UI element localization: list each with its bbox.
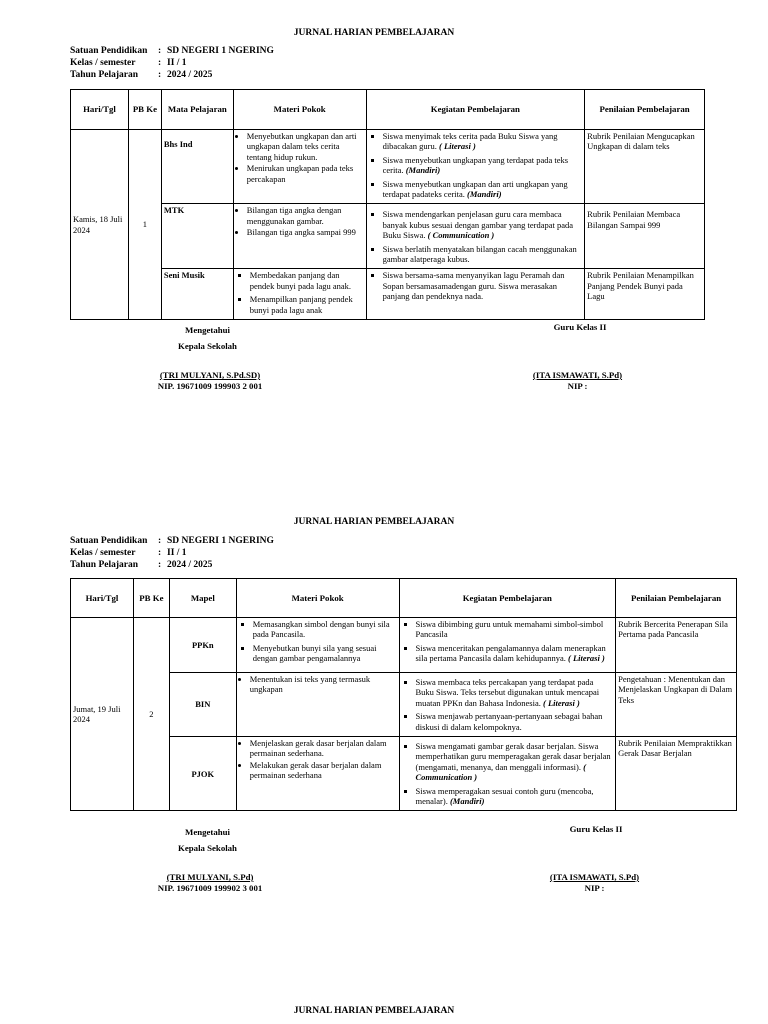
- signature-teacher-name-2: (ITA ISMAWATI, S.Pd) NIP :: [549, 872, 640, 893]
- label-tahun: Tahun Pelajaran: [70, 560, 139, 570]
- signature-headmaster-2: Mengetahui Kepala Sekolah: [178, 827, 237, 853]
- value-kelas: II / 1: [167, 548, 187, 558]
- penilaian-cell: Pengetahuan : Menentukan dan Menjelaskan Ungkapan di Dalam Teks: [616, 673, 737, 737]
- list-item: ▪ Siswa mendengarkan penjelasan guru cara membaca banyak kubus sesuai dengan gambar yang terdapat pada Buku Siswa. ( Communication ): [383, 209, 583, 240]
- kegiatan-cell: [366, 269, 585, 320]
- list-item: • Menyebutkan ungkapan dan arti ungkapan dalam teks cerita tentang hidup rukun.: [247, 131, 364, 162]
- list-item: • Bilangan tiga angka sampai 999: [247, 227, 364, 237]
- header-pb: PB Ke: [128, 90, 161, 130]
- kegiatan-cell: [399, 737, 616, 811]
- header-kegiatan: Kegiatan Pembelajaran: [399, 579, 616, 618]
- subject-cell: MTK: [161, 204, 233, 269]
- penilaian-cell: Rubrik Penilaian Menampilkan Panjang Pendek Bunyi pada Lagu: [585, 269, 705, 320]
- header-mapel: Mata Pelajaran: [161, 90, 233, 130]
- header-mapel: Mapel: [169, 579, 236, 618]
- subject-cell: PJOK: [169, 737, 236, 811]
- table-row: [71, 130, 705, 204]
- list-item: ▪ Siswa menyimak teks cerita pada Buku Siswa yang dibacakan guru. ( Literasi ): [383, 131, 583, 152]
- list-item: ▪ Siswa mengamati gambar gerak dasar berjalan. Siswa memperhatikan guru memperagakan gerak dasar berjalan (mengamati, menanya, dan menggali informasi). ( Communication ): [416, 741, 614, 783]
- header-pb: PB Ke: [133, 579, 169, 618]
- journal-table-1: [70, 89, 705, 320]
- list-item: ▪ Siswa menjawab pertanyaan-pertanyaan sebagai bahan diskusi di dalam kelompoknya.: [416, 711, 614, 732]
- materi-cell: [233, 269, 366, 320]
- kegiatan-cell: [399, 618, 616, 673]
- label-tahun: Tahun Pelajaran: [70, 70, 139, 80]
- header-materi: Materi Pokok: [233, 90, 366, 130]
- table-row: [71, 618, 737, 673]
- header-penilaian: Penilaian Pembelajaran: [585, 90, 705, 130]
- day-cell: Kamis, 18 Juli 2024: [71, 130, 129, 320]
- subject-cell: BIN: [169, 673, 236, 737]
- header-kegiatan: Kegiatan Pembelajaran: [366, 90, 585, 130]
- signature-headmaster-name-2: (TRI MULYANI, S.Pd) NIP. 19671009 199902 3 001: [157, 872, 263, 893]
- journal-table-2: [70, 578, 737, 811]
- table-header-row: [71, 90, 705, 130]
- list-item: ▪ Membedakan panjang dan pendek bunyi pada lagu anak.: [250, 270, 364, 291]
- list-item: ▪ Siswa menyebutkan ungkapan yang terdapat pada teks cerita. (Mandiri): [383, 155, 583, 176]
- label-kelas: Kelas / semester: [70, 548, 136, 558]
- list-item: ▪ Siswa berlatih menyatakan bilangan cacah menggunakan gambar alatperaga kubus.: [383, 244, 583, 265]
- materi-cell: [236, 618, 399, 673]
- list-item: ▪ Siswa menceritakan pengalamannya dalam menerapkan sila pertama Pancasila dalam kehidupannya. ( Literasi ): [416, 643, 614, 664]
- value-tahun: 2024 / 2025: [167, 560, 213, 570]
- table-row: [71, 204, 705, 269]
- pb-cell: 1: [128, 130, 161, 320]
- list-item: • Menirukan ungkapan pada teks percakapan: [247, 163, 364, 184]
- table-row: [71, 269, 705, 320]
- subject-cell: PPKn: [169, 618, 236, 673]
- list-item: • Bilangan tiga angka dengan menggunakan gambar.: [247, 205, 364, 226]
- header-hari: Hari/Tgl: [71, 579, 134, 618]
- signature-headmaster-name-1: (TRI MULYANI, S.Pd.SD) NIP. 19671009 199903 2 001: [157, 370, 263, 391]
- penilaian-cell: Rubrik Bercerita Penerapan Sila Pertama pada Pancasila: [616, 618, 737, 673]
- table-header-row: [71, 579, 737, 618]
- list-item: ▪ Menampilkan panjang pendek bunyi pada lagu anak: [250, 294, 364, 315]
- list-item: ▪ Siswa menyebutkan ungkapan dan arti ungkapan yang terdapat padateks cerita. (Mandiri): [383, 179, 583, 200]
- identity-block: Satuan Pendidikan : SD NEGERI 1 NGERING Kelas / semester : II / 1 Tahun Pelajaran : 2024 / 2025: [70, 46, 274, 80]
- value-satuan: SD NEGERI 1 NGERING: [167, 46, 274, 56]
- materi-cell: [236, 673, 399, 737]
- journal-title: JURNAL HARIAN PEMBELAJARAN: [293, 1006, 455, 1016]
- signature-teacher-name-1: (ITA ISMAWATI, S.Pd) NIP :: [532, 370, 623, 391]
- materi-cell: [233, 130, 366, 204]
- value-kelas: II / 1: [167, 58, 187, 68]
- header-hari: Hari/Tgl: [71, 90, 129, 130]
- header-penilaian: Penilaian Pembelajaran: [616, 579, 737, 618]
- value-satuan: SD NEGERI 1 NGERING: [167, 536, 274, 546]
- list-item: ▪ Siswa dibimbing guru untuk memahami simbol-simbol Pancasila: [416, 619, 614, 640]
- materi-cell: [236, 737, 399, 811]
- list-item: • Menjelaskan gerak dasar berjalan dalam permainan sederhana.: [250, 738, 397, 759]
- journal-title: JURNAL HARIAN PEMBELAJARAN: [293, 517, 455, 527]
- signature-teacher-1: Guru Kelas II: [553, 322, 607, 332]
- materi-cell: [233, 204, 366, 269]
- journal-title: JURNAL HARIAN PEMBELAJARAN: [293, 28, 455, 38]
- pb-cell: 2: [133, 618, 169, 811]
- signature-teacher-2: Guru Kelas II: [569, 824, 623, 834]
- kegiatan-cell: [399, 673, 616, 737]
- list-item: ▪ Siswa membaca teks percakapan yang terdapat pada Buku Siswa. Teks tersebut digunakan untuk mencapai muatan PPKn dan Bahasa Indonesia. ( Literasi ): [416, 677, 614, 708]
- label-satuan: Satuan Pendidikan: [70, 46, 148, 56]
- penilaian-cell: Rubrik Penilaian Membaca Bilangan Sampai 999: [585, 204, 705, 269]
- value-tahun: 2024 / 2025: [167, 70, 213, 80]
- identity-block: Satuan Pendidikan : SD NEGERI 1 NGERING Kelas / semester : II / 1 Tahun Pelajaran : 2024 / 2025: [70, 536, 274, 570]
- subject-cell: Bhs Ind: [161, 130, 233, 204]
- kegiatan-cell: [366, 130, 585, 204]
- signature-headmaster-1: Mengetahui Kepala Sekolah: [178, 325, 237, 351]
- list-item: • Melakukan gerak dasar berjalan dalam permainan sederhana: [250, 760, 397, 781]
- list-item: ▪ Menyebutkan bunyi sila yang sesuai dengan gambar pengamalannya: [253, 643, 397, 664]
- label-kelas: Kelas / semester: [70, 58, 136, 68]
- table-row: [71, 737, 737, 811]
- label-satuan: Satuan Pendidikan: [70, 536, 148, 546]
- day-cell: Jumat, 19 Juli 2024: [71, 618, 134, 811]
- table-row: [71, 673, 737, 737]
- penilaian-cell: Rubrik Penilaian Mengucapkan Ungkapan di dalam teks: [585, 130, 705, 204]
- subject-cell: Seni Musik: [161, 269, 233, 320]
- header-materi: Materi Pokok: [236, 579, 399, 618]
- list-item: ▪ Siswa bersama-sama menyanyikan lagu Peramah dan Sopan bersamasamadengan guru. Siswa merasakan panjang dan pendeknya nada.: [383, 270, 583, 301]
- penilaian-cell: Rubrik Penilaian Mempraktikkan Gerak Dasar Berjalan: [616, 737, 737, 811]
- list-item: ▪ Siswa memperagakan sesuai contoh guru (mencoba, menalar). (Mandiri): [416, 786, 614, 807]
- kegiatan-cell: [366, 204, 585, 269]
- list-item: ▪ Memasangkan simbol dengan bunyi sila pada Pancasila.: [253, 619, 397, 640]
- list-item: • Menentukan isi teks yang termasuk ungkapan: [250, 674, 397, 695]
